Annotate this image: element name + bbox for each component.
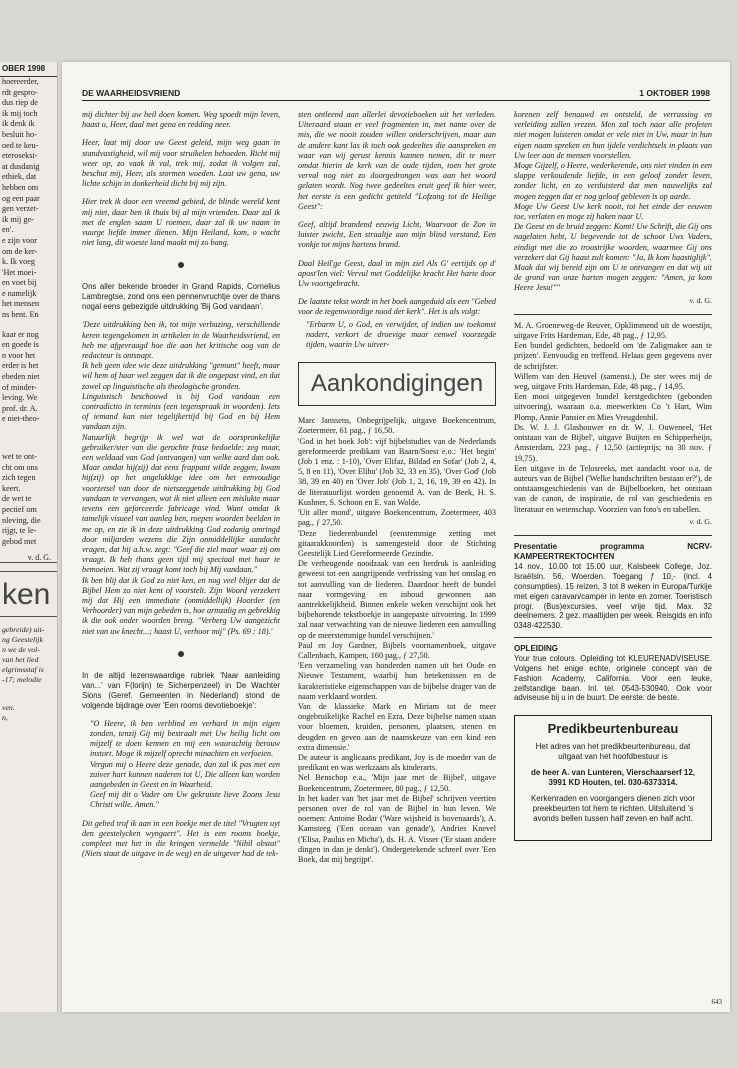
book-description: Een uitgave in de Telosreeks, met aandacht voor o.a. de auteurs van de Bijbel ('Welke handschriften bestaan er?'), de ontstaansgeschiedenis van de Bijbelboeken, het ontstaan van de canon, de inspiratie, de rol van geschiedenis en literatuur en wetenschap. Voorzien van foto's en tabellen. [514,463,712,514]
prev-text-line: en voet bij [2,278,37,288]
prev-text-line: het mensen [2,299,40,309]
quote-paragraph: Linguistisch beschouwd is bij God vandaan een contradictio in terminis (een tegenspraak in woorden). Iets of iemand kan niet tegelijkertijd bij God en bij Hem vandaan zijn. [82,391,280,432]
box-text: Kerkenraden en voorgangers dienen zich voor preekbeurten tot hem te richten. Uitsluitend 's avonds bellen tussen half zeven en half acht. [530,794,696,824]
prev-text-line: gebod met [2,536,37,546]
prev-text-line: wet te ont- [2,452,38,461]
separator-dot [178,651,184,657]
prev-text-line: rijgt, te le- [2,526,37,536]
book-entry: M. A. Groeneweg-de Reuver, Opklimmend uit de woestijn, uitgave Frits Hardeman, Ede, 48 pag., ƒ 12,95. [514,320,712,341]
prev-text-line: ven. [2,703,15,713]
prev-text-line: n voor het [2,350,36,360]
book-entry: 'Uit aller mond', uitgave Boekencentrum, Zoetermeer, 403 pag., ƒ 27,50. [298,508,496,528]
prev-text-line: e zijn voor [2,235,38,245]
ad-text: Your true colours. Opleiding tot KLEURENADVISEUSE. Volgens het enige echte, originele concept van de Fashion Academy, California. Voor een leuke, zelfstandige baan. Inl. tel. 0543-530940. Ook voor adviseuse bij u in de buurt. De eerste: de beste. [514,654,712,703]
newspaper-page [62,62,730,1012]
prev-text-line: prof. dr. A. [2,403,38,413]
book-entry: Willem van den Heuvel (samenst.), De ster wees mij de weg, uitgave Frits Hardeman, Ede, 48 pag., ƒ 14,95. [514,371,712,392]
announcements-heading: Aankondigingen [298,362,496,406]
book-description: Van de klassieke Mark en Miriam tot de meer ongebruikelijke Rachel en Ezra. Deze bijbelse namen staan voor bloemen, kruiden, personen, plaatsen, stenen en deugden en geven aan de naamskeuze van een kind een extra dimensie.' [298,701,496,752]
ad-text: 14 nov., 10.00 tot 15.00 uur, Kalsbeek College, Joz. Israëlsln. 56, Woerden. Toegang ƒ 10,- (incl. 4 consumpties). 15 reizen, 3 tot 8 weken in Europa/Turkije met eigen caravan/camper in lente en zomer. Toeristisch progr. (Bus)excursies, veel vrije tijd. Max. 32 deelnemers. 2 gez. maaltijden per week. Reisgids en info 0348-422530. [514,562,712,631]
prev-text-line: ebeden niet [2,372,40,382]
prev-text-line: -17; melodie [2,675,42,685]
prev-text-line: ik mij ge- [2,214,34,224]
book-description: 'Een verzameling van honderden namen uit het Oude en Nieuwe Testament, waarbij hun betekenissen en de karakteristieke eigenschappen van de bijbelse drager van de naam verklaard worden. [298,661,496,701]
prev-text-line: en goede is [2,340,39,350]
quote-paragraph: Geef mij dit o Vader om Uw gekruiste lieve Zoons Jesu Christi wille. Amen." [90,790,280,810]
predikbeurten-box [514,715,712,841]
prev-text-d [0,625,57,685]
prev-text-line: oed te keu- [2,140,39,150]
prev-text-line: at dusdanig [2,161,40,171]
prev-text-line: 'Het moei- [2,267,37,277]
quote-paragraph: De Geest en de bruid zeggen: Komt! Uw Schrift, die Gij ons nagelaten hebt, U begevende tot de schoot Uws Vaders, eindigt met die zo troostrijke woorden, waarmee Gij ons verzekert dat Gij haast zult komen: "Ja, Ik kom haastiglijk". Maak dat wij bereid zijn om U te ontvangen en dat wij uit de grond van onze harten mogen zeggen: "Amen, ja kom Heere Jesu!"" [514,222,712,293]
publication-title: DE WAARHEIDSVRIEND [82,88,181,98]
prev-text-line: ik mij toch [2,108,38,118]
book-entry: Ds. W. J. J. Glashouwer en dr. W. J. Ouweneel, 'Het ontstaan van de Bijbel', uitgave Buijten en Schipperheijn, Amsterdam, 223 pag., ƒ 12,50 (actieprijs; na 30 nov. ƒ 19,75). [514,422,712,463]
prev-text-line: e namelijk [2,288,37,298]
signature: v. d. G. [689,516,712,526]
prev-text-line: de wet te [2,494,32,504]
quote-paragraph: Ik ben blij dat ik God zo niet ken, en nog veel blijer dat de Bijbel Hem zo niet kent of voorstelt. Zijn Woord verzekert mij dat Hij een immediate (onmiddellijk) Hoorder (en Verhoorder) van mijn gebeden is, hoe armzalig en gebrekkig ik die ook onder woorden breng. "Verberg Uw aangezicht niet van uw knecht...; haast U, verhoor mij" (Ps. 69 : 18).' [82,575,280,636]
prev-text-line: hebben om [2,182,39,192]
prev-text-c [0,452,57,547]
prev-text-line: gebreide) uit- [2,625,45,635]
quote-paragraph: Ik heb geen idee wie deze uitdrukking "gemunt" heeft, maar wil hem of haar wel zeggen dat ik die ongepast vind, en dat zowel op linguistische als theologische gronden. [82,361,280,391]
prev-page-header: OBER 1998 [0,62,57,77]
prev-text-line: gen verzet- [2,204,39,214]
quote-paragraph: Natuurlijk begrijp ik wel wat de oorspronkelijke gebruiker/ster van die gerochte frase bedoelde: zeg maar, een weldaad van God (ontvangen) van welke aard dan ook. Maar omdat hij(zij) dat eens frappant wilde zeggen, kwam hij(zij) op het ongelukkige idee om het eenvoudige voorzetsel van door de nietszeggende uitdrukking bij God vandaan te vervangen, wat ik niet alleen een mislukte maar tevens een geforceerde fabricage vind. Want omdat ik tamelijk visueel van aanleg ben, roepen woorden beelden in me op, en zie ik in deze uitdrukking God zodanig omringd door miljarden wezens die Zijn onmiddellijke aandacht vragen, dat hij a.h.w. zegt: "Geef die ziel maar waar zij om vraagt. Ik heb thans geen tijd mij speciaal met haar te bemoeien. Wat zij vraagt komt toch bij Mij vandaan." [82,432,280,575]
prev-text-line: e niet-theo- [2,414,40,424]
prev-text-a [0,77,57,321]
book-entry: Nel Benschop e.a., 'Mijn jaar met de Bijbel', uitgave Boekencentrum, Zoetermeer, 80 pag., ƒ 12,50. [298,773,496,793]
prev-text-line: rdt gespro- [2,87,38,97]
prev-text-line: erder is het [2,361,39,371]
poem-stanza: Hier trek ik door een vreemd gebied, de blinde wereld kent mij niet, daar ben ik thuis bij al mijn vrienden. Daar zal ik met de englen saam U roemen, daar zal ik uw naam in vuurge liefde immer dienen. Mijn Heiland, kom, o wacht niet lang, dit woeste land maakt mij zo bang. [82,197,280,248]
prev-text-line: elgrimsstaf is [2,665,44,675]
prev-text-line: kaar er nog [2,329,39,339]
prev-text-line: nleving, die [2,515,41,525]
paragraph: Ons aller bekende broeder in Grand Rapids, Cornelius Lambregtse, zond ons een pennenvruchtje over de thans nogal eens gebezigde uitdrukking 'Bij God vandaan'. [82,282,280,312]
prev-text-line: besluit ho- [2,129,37,139]
prev-text-line: n we de vol- [2,645,40,655]
prev-text-line: zich tegen [2,473,36,483]
column-3 [514,110,712,841]
prev-text-line: hoereerder, [2,77,39,86]
paragraph: Dit gebed trof ik aan in een boekje met de titel "Vrugten uyt den geestelycken wyngaert". Het is een rooms boekje, compleet met het in die kringen vermelde "Nihil obstat" (Niets staat de uitgave in de weg) en de uitgever had de tek- [82,818,280,859]
divider [514,314,712,315]
poem-stanza: Heer, laat mij door uw Geest geleid, mijn weg gaan in standvastigheid, wil mij voor struikelen behoeden. Richt mij weer op, zo vaak ik val, trek mij, zodat ik volgen zal, beschut mij, Heer, als stormen woeden. Laat uw gena, uw lichte schijn in donkerheid dicht bij mij zijn. [82,138,280,189]
book-description: De auteur is anglicaans predikant, Joy is de moeder van de predikant en was werkzaam als kinderarts. [298,752,496,773]
prev-text-line: van het lied [2,655,39,665]
prev-text-line: cht om ons [2,462,38,472]
book-description: Een mooi uitgegeven bundel kerstgedichten (gebonden uitvoering), waaraan o.a. meewerkten Co 't Hart, Wim Plomp, Annie Pansier en Mies Vreugdenhil. [514,392,712,422]
prev-text-e [0,703,57,723]
book-description: 'Deze liederenbundel (eenstemmige zetting met gitaarakkoorden) is samengesteld door de Stichting Geestelijk Lied Gereformeerde Gezindte. [298,528,496,558]
column-1 [82,110,280,867]
quote-paragraph: korenen zelf benauwd en ontsteld, de verrassing en verleiding zullen vrezen. Men zal toch naar alle profeten niet mogen luisteren omdat er vele niet in Uw, maar in hun eigen naam spreken en hun ijdele verdichtsels in plaats van Uw leer aan de mensen voorstellen. [514,110,712,160]
box-address: de heer A. van Lunteren, Vierschaarserf 12, 3991 KD Houten, tel. 030-6373314. [530,768,696,788]
prev-text-b [0,330,57,425]
quote-paragraph: Vergun mij o Heere deze genade, dan zal ik pas met een zuiver hart kunnen naderen tot U, Die alleen kan worden aangebeden in Geest en in Waarheid. [90,759,280,789]
page-header [82,88,710,101]
prev-text-line: k. Ik voeg [2,257,35,267]
prev-text-line: dus riep de [2,98,38,108]
prev-text-line: eterosekst- [2,151,38,161]
book-entry: Marc Janssens, Onbegrijpelijk, uitgave Boekencentrum, Zoetermeer, 61 pag., ƒ 16,50. [298,416,496,436]
prev-heading-fragment: ken [0,571,57,617]
divider [514,637,712,638]
previous-page-edge [0,62,58,1012]
divider [514,535,712,536]
quote-paragraph: Moge Uw Geest Uw kerk nooit, tot het einde der eeuwen toe, verlaten en moge zij haken naar U. [514,201,712,222]
prev-text-line: ng Geestelijk [2,635,43,645]
ad-title: OPLEIDING [514,643,559,653]
prev-text-line: leving. We [2,393,38,403]
prev-text-line: ik denk ik [2,119,35,129]
prev-text-line: of minder- [2,382,37,392]
prev-text-line: pectief om [2,504,37,514]
poem-stanza: Daal Heil'ge Geest, daal in mijn ziel Als G' eertijds op d' apost'len viel: Vervul met Goddelijke kracht Het harte door Uw voortgebracht. [298,258,496,289]
prev-text-line: ns bent. En [2,310,39,320]
book-description: 'God in het boek Job': vijf bijbelstudies van de Nederlands gereformeerde predikant van Baarn/Soest e.o.: 'Het begin' (Job 1 enz. : 1-10), 'Over Elifaz, Bildad en Sofar' (Job 2, 4, 5, 8 en 11), 'Over Elihu' (Job 32, 33 en 35), 'Over God' (Job 38, 39 en 40) en 'Over Job' (Job 1, 2, 16, 19, 39 en 42). In de literatuurlijst worden genoemd A. van de Beek, H. S. Kushner, S. Schoon en E. van Wolde. [298,436,496,507]
separator-dot [178,262,184,268]
book-description: In het kader van 'het jaar met de Bijbel' schrijven veertien personen over de rol van de Bijbel in hun leven. We noemen: Antoine Bodar ('Ware wijsheid is bovenaards'), A. Kamsteeg ('Een oceaan van genade'), Andries Knevel ('Elisa, Paulus en Micha'), ds. H. A. Visser ('Er staan andere dingen in dan je denkt'). Ondergetekende schreef over 'Een Boek, dat mij begrijpt'. [298,793,496,864]
prev-text-line: n, [2,713,8,723]
quote-paragraph: "Erbarm U, o God, en verwijder, of indien uw toekomst nadert, verkort de droevige maar eenwel voorzegde tijden, waarin Uw uitver- [306,319,496,350]
poem-stanza: Geef, altijd brandend eeuwig Licht, Waarvoor de Zon in luister zwicht, Een straaltje aan mijn blind verstand, Een vonkje tot mijns hartens brand. [298,220,496,250]
quote-paragraph: "O Heere, ik ben verblind en verhard in mijn eigen zonden, tenzij Gij mij bestraalt met Uw heilig licht om mijzelf te doen kennen en mij een waarachtig berouw instort. Moge ik mijzelf oprecht minachten en verfoeien. [90,718,280,759]
prev-text-line: en'. [2,225,14,235]
quote-paragraph: Moge Gijzelf, o Heere, wederkerende, ons niet vinden in een slappe verkoudende liefde, in een geloof zonder leven, zonder licht, en zo verduisterd dat men nauwelijks zal mogen zeggen dat er nog geloof gebleven is op aarde. [514,161,712,201]
book-description: Een bundel gedichten, bedoeld om 'de Zaligmaker aan te prijzen'. Eenvoudig en treffend. Helaas geen gegevens over de schrijfster. [514,341,712,371]
prev-signature: v. d. G. [0,553,57,563]
ad-title: Presentatie programma NCRV-KAMPEERTREKTOCHTEN [514,541,712,562]
paragraph: sten ontleend aan allerlei devotieboeken uit het verleden. Uiteraard staan er veel fragmenten in, met name over de mis, die we nooit zouden willen onderschrijven, maar aan de andere kant las ik toch ook gedeeltes die aanspreken en waar van wij gerust kennis kunnen nemen, dit te meer omdat hierin de kerk van de oude tijden, toen het grote verval nog niet zo doorgedrongen was aan het woord gelaten wordt. Nog twee gedeeltes eruit geef ik hier weer, het eerste is een gedicht getiteld "Lofzang tot de Heilige Geest": [298,110,496,211]
prev-text-line: ethiek, dat [2,172,37,182]
prev-text-line: om de ker- [2,246,38,256]
paragraph: In de altijd lezenswaardige rubriek 'Naar aanleiding van...' van F(lorijn) te Sicherpenzeel) in De Wachter Sions (Geref. Gemeenten in Nederland) stond de volgende bijdrage over 'Een rooms devotieboekje': [82,670,280,710]
paragraph: De laatste tekst wordt in het boek aangeduid als een "Gebed voor de tegenwoordige nood der kerk". Het is als volgt: [298,297,496,317]
signature: v. d. G. [689,295,712,305]
book-entry: Paul en Joy Gardner, Bijbels voornamenboek, uitgave Callenbach, Kampen, 160 pag., ƒ 27,50. [298,640,496,660]
prev-text-line: og een paar [2,193,40,203]
poem-stanza: mij dichter bij uw heil doen komen. Weg spoedt mijn leven, haast u, Heer, daal met gena en redding neer. [82,110,280,130]
prev-text-line: keert. [2,483,21,493]
page-number: 643 [711,998,722,1006]
quote-paragraph: 'Deze uitdrukking ben ik, tot mijn verbazing, verschillende keren tegengekomen in artikelen in de Waarheidsvriend, en heb me afgevraagd hoe die aan het kritische oog van de redacteur is ontsnapt. [82,320,280,361]
column-2 [298,110,496,873]
box-text: Het adres van het predikbeurtenbureau, dat uitgaat van het hoofdbestuur is [535,742,691,762]
issue-date: 1 OKTOBER 1998 [639,88,710,98]
book-description: De verheugende noodzaak van een herdruk is aanleiding geweest tot een aangrijpende verfrissing van het omslag en tot aanvulling van de liederen. Daardoor heeft de bundel naar vormgeving en inhoud gewonnen aan aantrekkelijkheid. Binnen enkele weken verschijnt ook het bijbehorende tekstboekje in aangepaste uitvoering. In 1999 zal naar verwachting van de nieuwe liederen een aanvulling op de meerstemmige bundel verschijnen.' [298,559,496,640]
box-title: Predikbeurtenbureau [547,721,679,737]
